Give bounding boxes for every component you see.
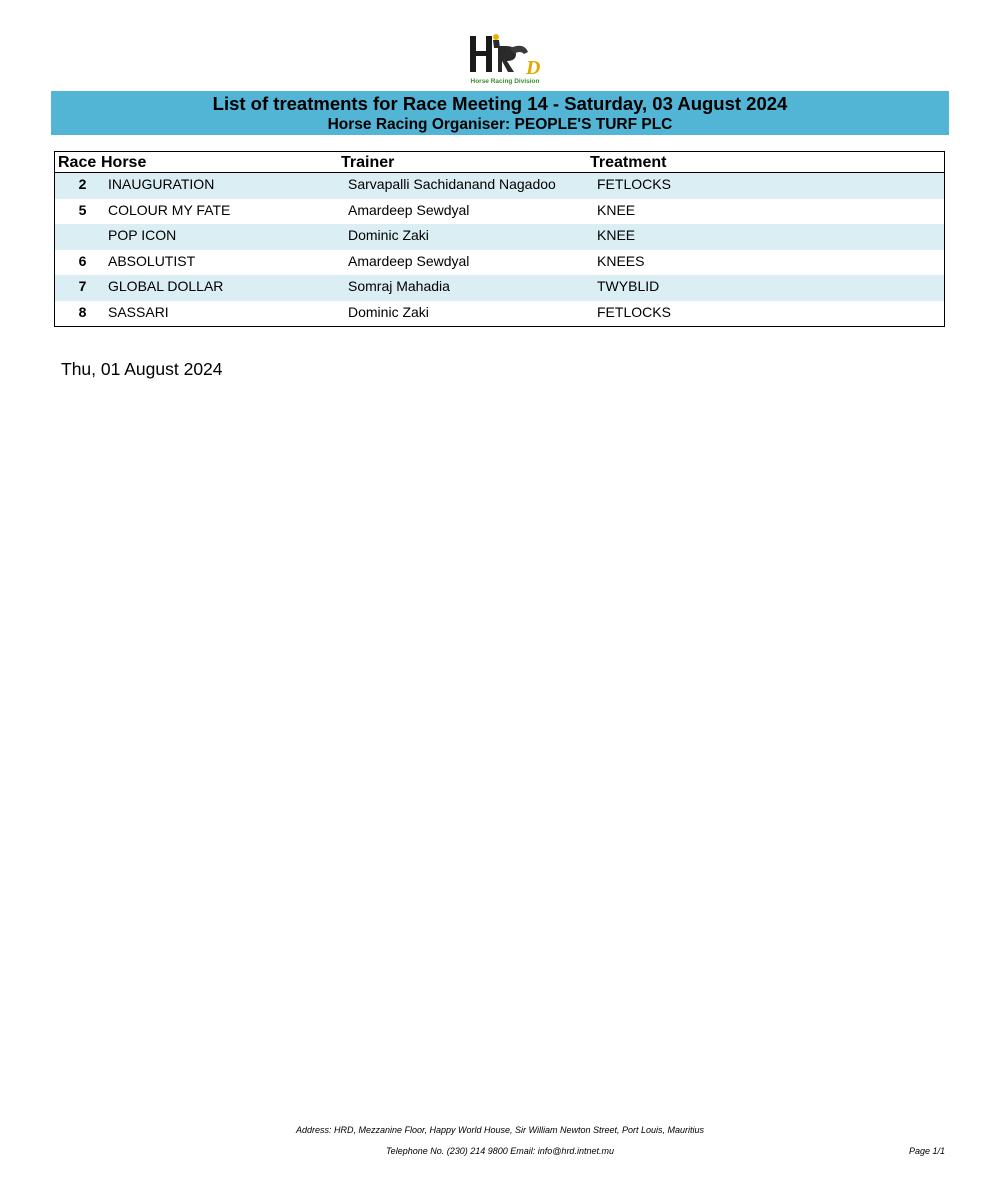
race-number: 5 (78, 201, 87, 218)
horse-name: SASSARI (108, 303, 169, 320)
race-number: 7 (78, 278, 87, 294)
horse-name: POP ICON (108, 227, 177, 243)
column-header-horse: Horse (101, 154, 147, 171)
horse-name: ABSOLUTIST (108, 252, 196, 269)
page-number: Page 1/1 (909, 1146, 946, 1156)
column-header-trainer: Trainer (341, 154, 395, 171)
treatment: FETLOCKS (597, 303, 671, 320)
report-date: Thu, 01 August 2024 (61, 359, 223, 379)
column-header-treatment: Treatment (590, 154, 667, 171)
trainer-name: Amardeep Sewdyal (348, 201, 470, 218)
column-header-race: Race (58, 154, 97, 171)
race-number: 6 (78, 252, 87, 269)
hrd-logo-mark (462, 30, 548, 80)
footer-address: Address: HRD, Mezzanine Floor, Happy World House, Sir William Newton Street, Port Louis, Mauritius (295, 1125, 705, 1135)
page-title: List of treatments for Race Meeting 14 - Saturday, 03 August 2024 (212, 93, 788, 114)
footer-telephone: Telephone No. (230) 214 9800 Email: info@hrd.intnet.mu (386, 1146, 614, 1156)
table-row (55, 173, 944, 199)
race-number: 8 (78, 303, 87, 320)
table-header (55, 152, 944, 173)
trainer-name: Dominic Zaki (348, 303, 429, 320)
race-number: 2 (78, 176, 87, 192)
svg-text:D: D (526, 57, 541, 79)
table-row (55, 199, 944, 225)
page-subtitle: Horse Racing Organiser: PEOPLE'S TURF PLC (327, 116, 673, 133)
treatment: KNEES (597, 252, 645, 269)
hrd-logo (462, 30, 548, 88)
trainer-name: Somraj Mahadia (348, 278, 450, 294)
trainer-name: Dominic Zaki (348, 227, 429, 243)
table-row (55, 301, 944, 327)
trainer-name: Amardeep Sewdyal (348, 252, 470, 269)
treatment: TWYBLID (597, 278, 660, 294)
title-bar (51, 91, 949, 135)
treatment: FETLOCKS (597, 176, 671, 192)
treatment: KNEE (597, 201, 636, 218)
table-row (55, 224, 944, 250)
horse-name: GLOBAL DOLLAR (108, 278, 224, 294)
table-row (55, 250, 944, 276)
treatments-table (54, 151, 945, 327)
trainer-name: Sarvapalli Sachidanand Nagadoo (348, 176, 556, 192)
treatment: KNEE (597, 227, 636, 243)
logo-caption: Horse Racing Division (470, 78, 540, 85)
horse-name: COLOUR MY FATE (108, 201, 231, 218)
table-row (55, 275, 944, 301)
horse-name: INAUGURATION (108, 176, 215, 192)
